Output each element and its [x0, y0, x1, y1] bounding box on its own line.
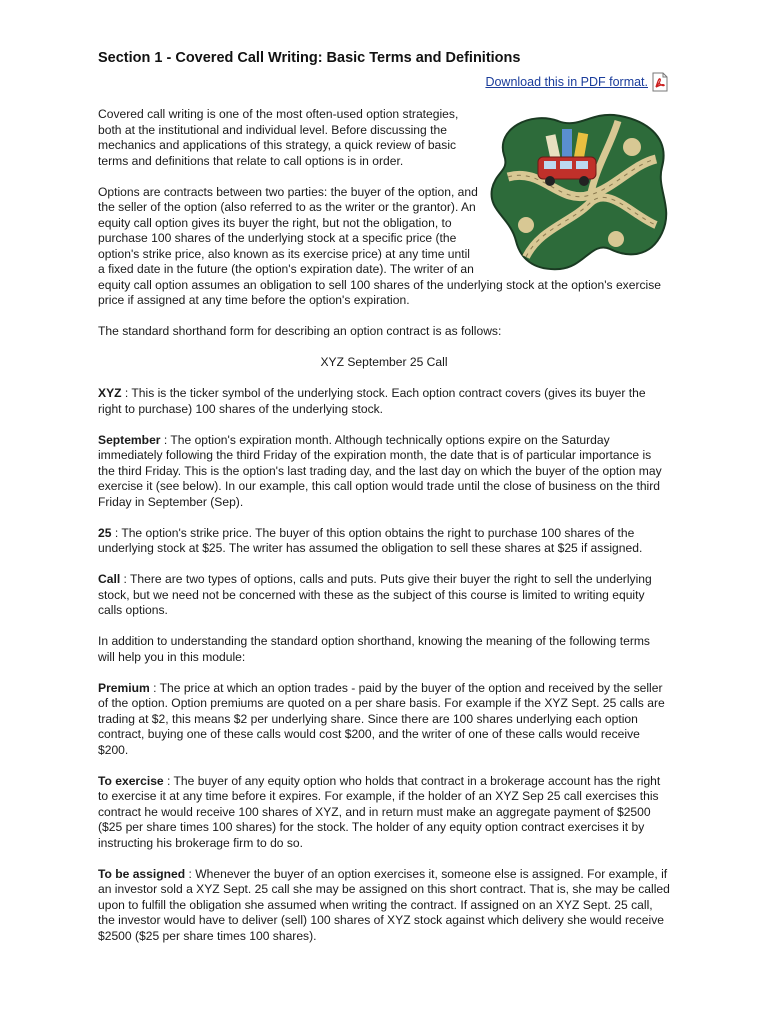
- pdf-file-icon[interactable]: [652, 72, 668, 92]
- article-body: [98, 107, 670, 960]
- term-description: : The price at which an option trades - paid by the buyer of the option and received by the seller of the option. Option premiums are quoted on a per share basis. For example if the XYZ Sept. 25 calls are trading at $2, this means $2 per underlying share. Since there are 100 shares underlying each option contract, buying one of these calls would cost $200, and the writer of one of these calls would receive $200.: [98, 680, 665, 757]
- transition-paragraph: In addition to understanding the standard option shorthand, knowing the meaning of the following terms will help you in this module:: [98, 634, 650, 664]
- intro-paragraph-1: Covered call writing is one of the most often-used option strategies, both at the institutional and individual level. Before discussing the mechanics and applications of this strategy, a quick review of basic terms and definitions that relate to call options is in order.: [98, 107, 459, 168]
- term-label: To exercise: [98, 773, 164, 788]
- term-description: : There are two types of options, calls and puts. Puts give their buyer the right to sell the underlying stock, but we need not be concerned with these as the subject of this course is limited to writing equity calls options.: [98, 572, 652, 617]
- term-description: : The option's expiration month. Although technically options expire on the Saturday immediately following the third Friday of the expiration month, the date that is of particular importance is the third Friday. This is the option's last trading day, and the last day on which the buyer of the option may exercise it (see below). In our example, this call option would trade until the close of business on the third Friday in September (Sep).: [98, 432, 662, 509]
- term-description: : The buyer of any equity option who holds that contract in a brokerage account has the right to exercise it at any time before it expires. For example, if the holder of an XYZ Sep 25 call exercises this contract he would receive 100 shares of XYZ, and in return must make an aggregate payment of $2500 ($25 per share times 100 shares) for the stock. The holder of any equity option contract exercises it by instructing his brokerage firm to do so.: [98, 773, 661, 850]
- term-label: To be assigned: [98, 866, 186, 881]
- definition-premium: [98, 681, 670, 759]
- term-description: : The option's strike price. The buyer of this option obtains the right to purchase 100 shares of the underlying stock at $25. The writer has assumed the obligation to sell these shares at $25 if assigned.: [98, 525, 643, 555]
- definition-to-exercise: [98, 774, 670, 852]
- page-title: Section 1 - Covered Call Writing: Basic Terms and Definitions: [98, 50, 521, 66]
- term-label: Call: [98, 572, 121, 586]
- definition-call: [98, 572, 670, 619]
- shorthand-example: XYZ September 25 Call: [320, 355, 448, 369]
- download-pdf-link[interactable]: Download this in PDF format.: [485, 75, 648, 89]
- definition-25: [98, 526, 670, 557]
- term-description: : This is the ticker symbol of the underlying stock. Each option contract covers (gives its buyer the right to purchase) 100 shares of the underlying stock.: [98, 386, 646, 416]
- term-label: XYZ: [98, 386, 122, 400]
- van-on-road-map-illustration: [486, 107, 676, 277]
- term-label: 25: [98, 525, 112, 540]
- definition-to-be-assigned: [98, 867, 670, 945]
- intro-paragraph-2: Options are contracts between two parties: the buyer of the option, and the seller of the option (also referred to as the writer or the grantor). An equity call option gives its buyer the right, but not the obligation, to purchase 100 shares of the underlying stock at a specific price (the option's strike price, also known as its exercise price) at any time until a fixed date in the future (the option's expiration date). The writer of an equity call option assumes an obligation to sell 100 shares of the underlying stock at the option's exercise price if assigned at any time before the option's expiration.: [98, 184, 661, 307]
- download-pdf-area: [485, 71, 668, 93]
- term-description: : Whenever the buyer of an option exercises it, someone else is assigned. For example, if an investor sold a XYZ Sept. 25 call she may be assigned on this short contract. That is, she may be called upon to fulfill the obligation she assumed when writing the contract. If assigned on an XYZ Sept. 25 call, the investor would have to deliver (sell) 100 shares of XYZ stock against which delivery she would receive $2500 ($25 per share times 100 shares).: [98, 866, 670, 943]
- intro-paragraph-3: The standard shorthand form for describing an option contract is as follows:: [98, 324, 502, 338]
- term-label: Premium: [98, 680, 150, 695]
- term-label: September: [98, 432, 161, 447]
- definition-xyz: [98, 386, 670, 417]
- definition-september: [98, 433, 670, 511]
